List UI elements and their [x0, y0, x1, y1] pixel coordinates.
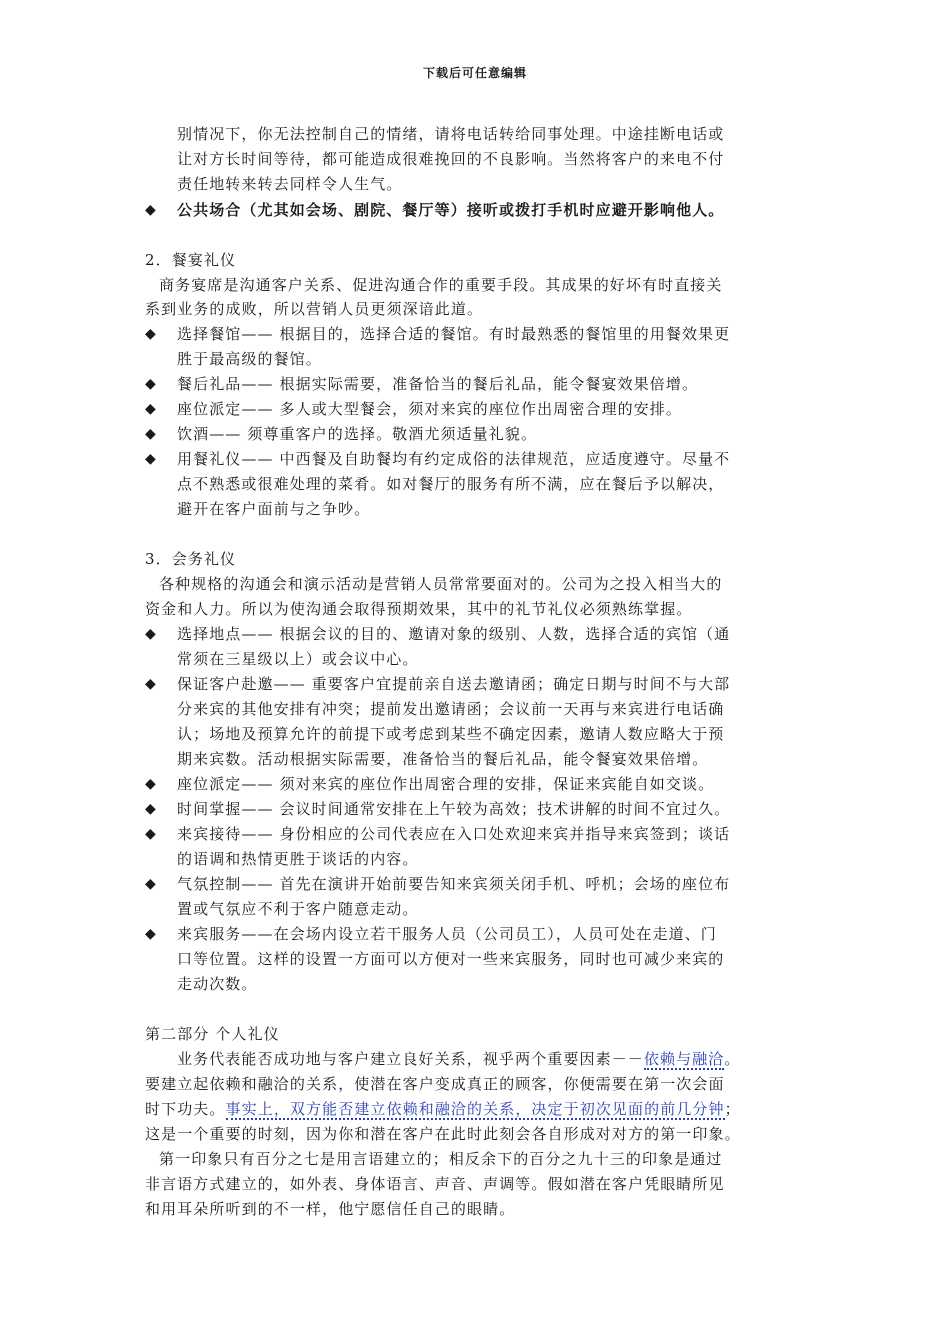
- bullet-icon: ◆: [145, 202, 157, 218]
- bullet-icon: ◆: [145, 401, 157, 417]
- line-text: 座位派定—— 多人或大型餐会，须对来宾的座位作出周密合理的安排。: [177, 400, 682, 418]
- text-line: [177, 174, 402, 194]
- line-text: 和用耳朵所听到的不一样，他宁愿信任自己的眼睛。: [145, 1200, 516, 1218]
- text-line: [177, 499, 370, 519]
- text-line: [177, 124, 724, 144]
- line-text: 让对方长时间等待，都可能造成很难挽回的不良影响。当然将客户的来电不付: [177, 150, 725, 168]
- bullet-icon: ◆: [145, 626, 157, 642]
- line-text: 时下功夫。: [145, 1100, 226, 1118]
- line-text: 避开在客户面前与之争吵。: [177, 500, 371, 518]
- line-text: 的语调和热情更胜于谈话的内容。: [177, 850, 419, 868]
- line-text: 选择地点—— 根据会议的目的、邀请对象的级别、人数，选择合适的宾馆（通: [177, 625, 731, 643]
- bullet-icon: ◆: [145, 926, 157, 942]
- line-text: 保证客户赴邀—— 重要客户宜提前亲自送去邀请函；确定日期与时间不与大部: [177, 675, 731, 693]
- text-line: [177, 774, 714, 794]
- line-text: 别情况下，你无法控制自己的情绪，请将电话转给同事处理。中途挂断电话或: [177, 125, 725, 143]
- line-text: 业务代表能否成功地与客户建立良好关系，视乎两个重要因素－－: [177, 1050, 644, 1068]
- bullet-icon: ◆: [145, 876, 157, 892]
- line-text: 要建立起依赖和融洽的关系，使潜在客户变成真正的顾客，你便需要在第一次会面: [145, 1075, 725, 1093]
- bullet-icon: ◆: [145, 426, 157, 442]
- text-line: [177, 624, 730, 644]
- line-text: 2．餐宴礼仪: [145, 251, 237, 269]
- line-text: 口等位置。这样的设置一方面可以方便对一些来宾服务，同时也可减少来宾的: [177, 950, 725, 968]
- text-line: [177, 200, 724, 220]
- bullet-icon: ◆: [145, 776, 157, 792]
- text-line: [145, 1199, 515, 1219]
- text-line: [159, 574, 723, 594]
- text-line: [177, 649, 419, 669]
- line-text: 第二部分 个人礼仪: [145, 1025, 280, 1043]
- text-line: [177, 399, 682, 419]
- line-text: 饮酒—— 须尊重客户的选择。敬酒尤须适量礼貌。: [177, 425, 538, 443]
- line-text: 来宾服务——在会场内设立若干服务人员（公司员工），人员可处在走道、门: [177, 925, 717, 943]
- line-text: 这是一个重要的时刻，因为你和潜在客户在此时此刻会各自形成对对方的第一印象。: [145, 1125, 741, 1143]
- highlighted-phrase[interactable]: 依赖与融洽: [643, 1050, 725, 1068]
- line-text: 资金和人力。所以为使沟通会取得预期效果，其中的礼节礼仪必须熟练掌握。: [145, 600, 693, 618]
- line-text: 置或气氛应不利于客户随意走动。: [177, 900, 419, 918]
- bullet-icon: ◆: [145, 826, 157, 842]
- line-text: 各种规格的沟通会和演示活动是营销人员常常要面对的。公司为之投入相当大的: [159, 575, 723, 593]
- text-line: [177, 449, 730, 469]
- line-text: 分来宾的其他安排有冲突；提前发出邀请函；会议前一天再与来宾进行电话确: [177, 700, 725, 718]
- line-text: 责任地转来转去同样令人生气。: [177, 175, 403, 193]
- text-line: [145, 1024, 280, 1044]
- line-text-tail: 。: [724, 1050, 741, 1068]
- text-line: [177, 149, 724, 169]
- text-line: [177, 924, 717, 944]
- bullet-icon: ◆: [145, 376, 157, 392]
- text-line: [177, 749, 708, 769]
- line-text: 第一印象只有百分之七是用言语建立的；相反余下的百分之九十三的印象是通过: [159, 1150, 723, 1168]
- bullet-icon: ◆: [145, 326, 157, 342]
- text-line: [177, 849, 419, 869]
- text-line: [177, 424, 537, 444]
- line-text: 公共场合（尤其如会场、剧院、餐厅等）接听或拨打手机时应避开影响他人。: [177, 201, 725, 219]
- bullet-icon: ◆: [145, 801, 157, 817]
- line-text: 点不熟悉或很难处理的菜肴。如对餐厅的服务有所不满，应在餐后予以解决，: [177, 475, 725, 493]
- text-line: [177, 349, 322, 369]
- text-line: [159, 1149, 723, 1169]
- line-text: 来宾接待—— 身份相应的公司代表应在入口处欢迎来宾并指导来宾签到；谈话: [177, 825, 731, 843]
- line-text: 期来宾数。活动根据实际需要，准备恰当的餐后礼品，能令餐宴效果倍增。: [177, 750, 709, 768]
- text-line: [177, 699, 724, 719]
- text-line: [177, 674, 730, 694]
- line-text: 座位派定—— 须对来宾的座位作出周密合理的安排，保证来宾能自如交谈。: [177, 775, 715, 793]
- line-text: 气氛控制—— 首先在演讲开始前要告知来宾须关闭手机、呼机；会场的座位布: [177, 875, 731, 893]
- line-text: 系到业务的成败，所以营销人员更须深谙此道。: [145, 300, 484, 318]
- line-text: 3．会务礼仪: [145, 550, 237, 568]
- text-line: [145, 1174, 725, 1194]
- text-line: [177, 874, 730, 894]
- page-header: 下载后可任意编辑: [422, 66, 527, 80]
- text-line: [145, 599, 692, 619]
- text-line: [177, 949, 724, 969]
- line-text: 认；场地及预算允许的前提下或考虑到某些不确定因素，邀请人数应略大于预: [177, 725, 725, 743]
- line-text: 餐后礼品—— 根据实际需要，准备恰当的餐后礼品，能令餐宴效果倍增。: [177, 375, 699, 393]
- text-line: [177, 974, 258, 994]
- line-text: 用餐礼仪—— 中西餐及自助餐均有约定成俗的法律规范，应适度遵守。尽量不: [177, 450, 731, 468]
- line-text: 非言语方式建立的，如外表、身体语言、声音、声调等。假如潜在客户凭眼睛所见: [145, 1175, 725, 1193]
- text-line: [177, 899, 419, 919]
- line-text: 商务宴席是沟通客户关系、促进沟通合作的重要手段。其成果的好坏有时直接关: [159, 276, 723, 294]
- text-line: [145, 549, 236, 569]
- line-text-tail: ；: [724, 1100, 741, 1118]
- bullet-icon: ◆: [145, 676, 157, 692]
- text-line: [159, 275, 723, 295]
- text-line: [145, 1074, 725, 1094]
- line-text: 走动次数。: [177, 975, 258, 993]
- line-text: 时间掌握—— 会议时间通常安排在上午较为高效；技术讲解的时间不宜过久。: [177, 800, 731, 818]
- line-text: 胜于最高级的餐馆。: [177, 350, 322, 368]
- text-line: [177, 1049, 741, 1069]
- text-line: [145, 1099, 741, 1119]
- text-line: [145, 299, 483, 319]
- bullet-icon: ◆: [145, 451, 157, 467]
- highlighted-phrase[interactable]: 事实上，双方能否建立依赖和融洽的关系，决定于初次见面的前几分钟: [225, 1100, 725, 1118]
- text-line: [177, 374, 698, 394]
- text-line: [145, 250, 236, 270]
- text-line: [177, 724, 724, 744]
- text-line: [177, 799, 730, 819]
- line-text: 常须在三星级以上）或会议中心。: [177, 650, 419, 668]
- text-line: [177, 474, 724, 494]
- text-line: [177, 824, 730, 844]
- text-line: [177, 324, 730, 344]
- line-text: 选择餐馆—— 根据目的，选择合适的餐馆。有时最熟悉的餐馆里的用餐效果更: [177, 325, 731, 343]
- text-line: [145, 1124, 741, 1144]
